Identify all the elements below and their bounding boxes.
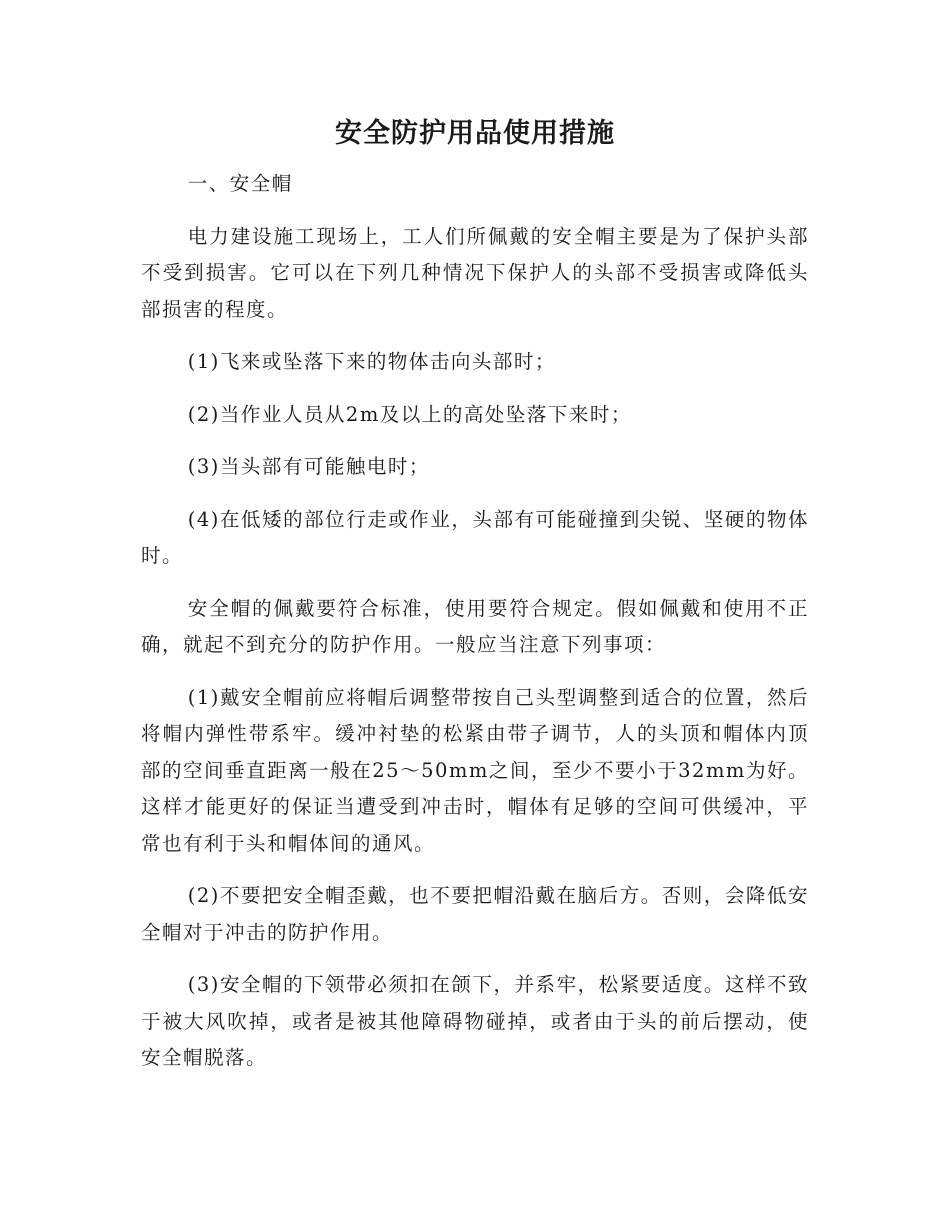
paragraph: 安全帽的佩戴要符合标准，使用要符合规定。假如佩戴和使用不正确，就起不到充分的防护作用。一般应当注意下列事项： [141,596,809,656]
list-item: (3)当头部有可能触电时； [187,455,430,478]
list-item: (2)当作业人员从2m及以上的高处坠落下来时； [187,402,632,426]
list-item: (1)飞来或坠落下来的物体击向头部时； [187,350,556,373]
document-body [141,166,809,1093]
list-item: (2)不要把安全帽歪戴，也不要把帽沿戴在脑后方。否则，会降低安全帽对于冲击的防护作用。 [141,884,809,944]
list-item: (4)在低矮的部位行走或作业，头部有可能碰撞到尖锐、坚硬的物体时。 [141,507,809,567]
section-heading: 一、安全帽 [187,172,293,195]
list-item: (3)安全帽的下领带必须扣在颌下，并系牢，松紧要适度。这样不致于被大风吹掉，或者是被其他障碍物碰掉，或者由于头的前后摆动，使安全帽脱落。 [141,973,809,1069]
paragraph: 电力建设施工现场上，工人们所佩戴的安全帽主要是为了保护头部不受到损害。它可以在下列几种情况下保护人的头部不受损害或降低头部损害的程度。 [141,224,809,321]
document-title: 安全防护用品使用措施 [335,118,615,149]
list-item: (1)戴安全帽前应将帽后调整带按自己头型调整到适合的位置，然后将帽内弹性带系牢。缓冲衬垫的松紧由带子调节，人的头顶和帽体内顶部的空间垂直距离一般在25～50mm之间，至少不要小于32mm为好。这样才能更好的保证当遭受到冲击时，帽体有足够的空间可供缓冲，平常也有利于头和帽体间的通风。 [141,685,809,855]
